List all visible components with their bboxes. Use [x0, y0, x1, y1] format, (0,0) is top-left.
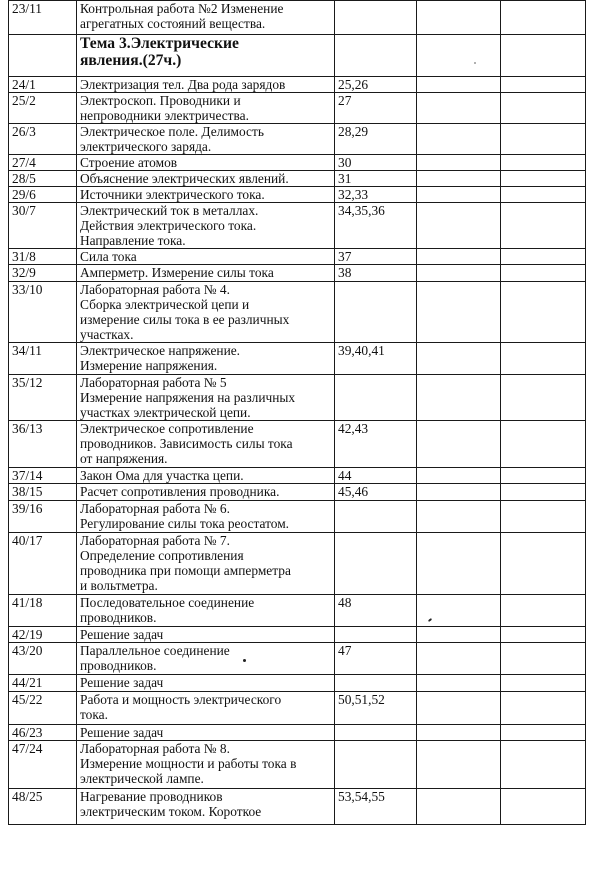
lesson-topic-cell: [77, 468, 335, 484]
date-planned-cell: [417, 643, 501, 675]
topic-line: Электрическое напряжение.: [80, 343, 241, 358]
section-row: [9, 35, 586, 77]
paragraph-ref-cell: [335, 282, 417, 343]
paragraph-ref-cell: 37: [335, 249, 417, 265]
lesson-number-cell: 41/18: [9, 595, 77, 627]
paragraph-ref-cell: 31: [335, 171, 417, 187]
paragraph-ref-cell: 34,35,36: [335, 203, 417, 249]
lesson-number-cell: 29/6: [9, 187, 77, 203]
table-row: [9, 124, 586, 155]
date-actual-cell: [501, 187, 586, 203]
date-planned-cell: [417, 249, 501, 265]
topic-line: электрического заряда.: [80, 139, 212, 154]
topic-line: от напряжения.: [80, 451, 168, 466]
table-row: [9, 77, 586, 93]
date-actual-cell: [501, 484, 586, 501]
date-planned-cell: [417, 741, 501, 789]
lesson-number-cell: 28/5: [9, 171, 77, 187]
date-planned-cell: [417, 265, 501, 282]
topic-line: Определение сопротивления: [80, 548, 244, 563]
table-row: [9, 421, 586, 468]
date-planned-cell: [417, 725, 501, 741]
scan-speck: [474, 62, 476, 64]
paragraph-ref-cell: 28,29: [335, 124, 417, 155]
topic-line: Лабораторная работа № 7.: [80, 533, 230, 548]
date-planned-cell: [417, 187, 501, 203]
lesson-number-cell: [9, 35, 77, 77]
table-row: [9, 675, 586, 692]
date-actual-cell: [501, 468, 586, 484]
topic-line: Электрический ток в металлах.: [80, 203, 259, 218]
date-actual-cell: [501, 595, 586, 627]
lesson-topic-cell: [77, 124, 335, 155]
table-row: [9, 171, 586, 187]
lesson-number-cell: 31/8: [9, 249, 77, 265]
lesson-topic-cell: [77, 187, 335, 203]
date-actual-cell: [501, 77, 586, 93]
lesson-topic-cell: [77, 171, 335, 187]
table-row: [9, 375, 586, 421]
table-row: [9, 595, 586, 627]
lesson-number-cell: 47/24: [9, 741, 77, 789]
paragraph-ref-cell: 42,43: [335, 421, 417, 468]
paragraph-ref-cell: 38: [335, 265, 417, 282]
topic-line: Решение задач: [80, 725, 164, 740]
table-row: [9, 93, 586, 124]
topic-line: Решение задач: [80, 675, 164, 690]
lesson-topic-cell: [77, 595, 335, 627]
paragraph-ref-cell: [335, 35, 417, 77]
topic-line: Решение задач: [80, 627, 164, 642]
date-planned-cell: [417, 35, 501, 77]
date-actual-cell: [501, 171, 586, 187]
paragraph-ref-cell: 32,33: [335, 187, 417, 203]
lesson-topic-cell: [77, 725, 335, 741]
lesson-number-cell: 27/4: [9, 155, 77, 171]
lesson-number-cell: 37/14: [9, 468, 77, 484]
topic-line: Лабораторная работа № 6.: [80, 501, 230, 516]
lesson-number-cell: 30/7: [9, 203, 77, 249]
paragraph-ref-cell: 27: [335, 93, 417, 124]
topic-line: и вольтметра.: [80, 578, 158, 593]
topic-line: Строение атомов: [80, 155, 178, 170]
topic-line: проводников. Зависимость силы тока: [80, 436, 293, 451]
topic-line: Измерение мощности и работы тока в: [80, 756, 297, 771]
date-planned-cell: [417, 1, 501, 35]
lesson-topic-cell: [77, 675, 335, 692]
lesson-number-cell: 45/22: [9, 692, 77, 725]
lesson-number-cell: 43/20: [9, 643, 77, 675]
date-planned-cell: [417, 77, 501, 93]
table-row: [9, 343, 586, 375]
lesson-topic-cell: [77, 249, 335, 265]
lesson-number-cell: 38/15: [9, 484, 77, 501]
lesson-plan-table: [8, 0, 586, 825]
date-planned-cell: [417, 93, 501, 124]
table-row: [9, 187, 586, 203]
topic-line: электрическим током. Короткое: [80, 804, 262, 819]
table-row: [9, 1, 586, 35]
table-row: [9, 789, 586, 825]
paragraph-ref-cell: [335, 501, 417, 533]
topic-line: Лабораторная работа № 4.: [80, 282, 230, 297]
table-row: [9, 533, 586, 595]
scan-speck: [243, 659, 246, 662]
date-actual-cell: [501, 35, 586, 77]
topic-line: участках электрической цепи.: [80, 405, 251, 420]
topic-line: Объяснение электрических явлений.: [80, 171, 289, 186]
table-row: [9, 627, 586, 643]
date-planned-cell: [417, 155, 501, 171]
topic-line: Электроскоп. Проводники и: [80, 93, 241, 108]
lesson-number-cell: 24/1: [9, 77, 77, 93]
date-planned-cell: [417, 692, 501, 725]
topic-line: Последовательное соединение: [80, 595, 255, 610]
date-planned-cell: [417, 282, 501, 343]
paragraph-ref-cell: [335, 1, 417, 35]
date-planned-cell: [417, 468, 501, 484]
date-planned-cell: [417, 124, 501, 155]
date-actual-cell: [501, 265, 586, 282]
paragraph-ref-cell: [335, 375, 417, 421]
topic-line: Лабораторная работа № 8.: [80, 741, 230, 756]
topic-line: проводников.: [80, 610, 157, 625]
table-row: [9, 468, 586, 484]
topic-line: непроводники электричества.: [80, 108, 249, 123]
date-planned-cell: [417, 203, 501, 249]
lesson-topic-cell: [77, 282, 335, 343]
lesson-topic-cell: [77, 789, 335, 825]
lesson-topic-cell: [77, 265, 335, 282]
date-actual-cell: [501, 203, 586, 249]
date-planned-cell: [417, 501, 501, 533]
paragraph-ref-cell: 50,51,52: [335, 692, 417, 725]
topic-line: Закон Ома для участка цепи.: [80, 468, 244, 483]
lesson-topic-cell: [77, 643, 335, 675]
topic-line: Сила тока: [80, 249, 137, 264]
date-planned-cell: [417, 627, 501, 643]
date-actual-cell: [501, 501, 586, 533]
paragraph-ref-cell: [335, 675, 417, 692]
date-planned-cell: [417, 343, 501, 375]
lesson-number-cell: 35/12: [9, 375, 77, 421]
date-actual-cell: [501, 741, 586, 789]
table-row: [9, 265, 586, 282]
paragraph-ref-cell: 45,46: [335, 484, 417, 501]
topic-line: проводника при помощи амперметра: [80, 563, 291, 578]
section-title-cell: [77, 35, 335, 77]
paragraph-ref-cell: 25,26: [335, 77, 417, 93]
topic-line: тока.: [80, 707, 108, 722]
lesson-number-cell: 25/2: [9, 93, 77, 124]
table-row: [9, 155, 586, 171]
topic-line: Контрольная работа №2 Изменение: [80, 1, 284, 16]
lesson-number-cell: 23/11: [9, 1, 77, 35]
lesson-number-cell: 32/9: [9, 265, 77, 282]
paragraph-ref-cell: 48: [335, 595, 417, 627]
lesson-number-cell: 26/3: [9, 124, 77, 155]
topic-line: Сборка электрической цепи и: [80, 297, 250, 312]
lesson-number-cell: 44/21: [9, 675, 77, 692]
date-actual-cell: [501, 675, 586, 692]
topic-line: Электризация тел. Два рода зарядов: [80, 77, 286, 92]
table-row: [9, 249, 586, 265]
lesson-topic-cell: [77, 533, 335, 595]
lesson-topic-cell: [77, 155, 335, 171]
lesson-topic-cell: [77, 741, 335, 789]
lesson-topic-cell: [77, 343, 335, 375]
lesson-topic-cell: [77, 1, 335, 35]
date-actual-cell: [501, 643, 586, 675]
date-actual-cell: [501, 627, 586, 643]
table-row: [9, 282, 586, 343]
paragraph-ref-cell: [335, 725, 417, 741]
date-actual-cell: [501, 249, 586, 265]
lesson-topic-cell: [77, 421, 335, 468]
lesson-number-cell: 40/17: [9, 533, 77, 595]
table-row: [9, 725, 586, 741]
topic-line: Регулирование силы тока реостатом.: [80, 516, 290, 531]
paragraph-ref-cell: 30: [335, 155, 417, 171]
lesson-number-cell: 42/19: [9, 627, 77, 643]
topic-line: электрической лампе.: [80, 771, 204, 786]
table-row: [9, 501, 586, 533]
date-actual-cell: [501, 421, 586, 468]
lesson-topic-cell: [77, 375, 335, 421]
topic-line: Действия электрического тока.: [80, 218, 257, 233]
lesson-topic-cell: [77, 627, 335, 643]
table-row: [9, 484, 586, 501]
topic-line: Измерение напряжения на различных: [80, 390, 296, 405]
topic-line: Тема 3.Электрические: [80, 35, 239, 52]
lesson-topic-cell: [77, 692, 335, 725]
date-planned-cell: [417, 171, 501, 187]
topic-line: Нагревание проводников: [80, 789, 223, 804]
date-planned-cell: [417, 484, 501, 501]
paragraph-ref-cell: [335, 627, 417, 643]
date-actual-cell: [501, 789, 586, 825]
table-row: [9, 643, 586, 675]
topic-line: Работа и мощность электрического: [80, 692, 282, 707]
date-actual-cell: [501, 725, 586, 741]
date-actual-cell: [501, 155, 586, 171]
topic-line: Источники электрического тока.: [80, 187, 265, 202]
topic-line: Электрическое поле. Делимость: [80, 124, 264, 139]
lesson-number-cell: 36/13: [9, 421, 77, 468]
table-row: [9, 203, 586, 249]
lesson-number-cell: 48/25: [9, 789, 77, 825]
topic-line: Расчет сопротивления проводника.: [80, 484, 280, 499]
lesson-topic-cell: [77, 77, 335, 93]
topic-line: Параллельное соединение: [80, 643, 230, 658]
topic-line: агрегатных состояний вещества.: [80, 16, 266, 31]
lesson-topic-cell: [77, 484, 335, 501]
date-planned-cell: [417, 789, 501, 825]
topic-line: измерение силы тока в ее различных: [80, 312, 290, 327]
topic-line: проводников.: [80, 658, 157, 673]
table-row: [9, 692, 586, 725]
date-actual-cell: [501, 692, 586, 725]
date-actual-cell: [501, 343, 586, 375]
paragraph-ref-cell: 44: [335, 468, 417, 484]
paragraph-ref-cell: 39,40,41: [335, 343, 417, 375]
date-planned-cell: [417, 533, 501, 595]
topic-line: Электрическое сопротивление: [80, 421, 254, 436]
table-row: [9, 741, 586, 789]
date-actual-cell: [501, 1, 586, 35]
date-planned-cell: [417, 421, 501, 468]
lesson-topic-cell: [77, 501, 335, 533]
lesson-plan-body: [9, 1, 586, 825]
lesson-number-cell: 34/11: [9, 343, 77, 375]
date-actual-cell: [501, 533, 586, 595]
topic-line: явления.(27ч.): [80, 52, 182, 69]
topic-line: Амперметр. Измерение силы тока: [80, 265, 274, 280]
lesson-number-cell: 46/23: [9, 725, 77, 741]
paragraph-ref-cell: 53,54,55: [335, 789, 417, 825]
date-planned-cell: [417, 675, 501, 692]
paragraph-ref-cell: [335, 741, 417, 789]
lesson-number-cell: 33/10: [9, 282, 77, 343]
topic-line: Лабораторная работа № 5: [80, 375, 227, 390]
date-actual-cell: [501, 282, 586, 343]
topic-line: участках.: [80, 327, 134, 342]
paragraph-ref-cell: 47: [335, 643, 417, 675]
lesson-number-cell: 39/16: [9, 501, 77, 533]
lesson-topic-cell: [77, 203, 335, 249]
date-actual-cell: [501, 375, 586, 421]
date-actual-cell: [501, 93, 586, 124]
paragraph-ref-cell: [335, 533, 417, 595]
topic-line: Измерение напряжения.: [80, 358, 218, 373]
lesson-topic-cell: [77, 93, 335, 124]
date-planned-cell: [417, 375, 501, 421]
date-actual-cell: [501, 124, 586, 155]
topic-line: Направление тока.: [80, 233, 186, 248]
